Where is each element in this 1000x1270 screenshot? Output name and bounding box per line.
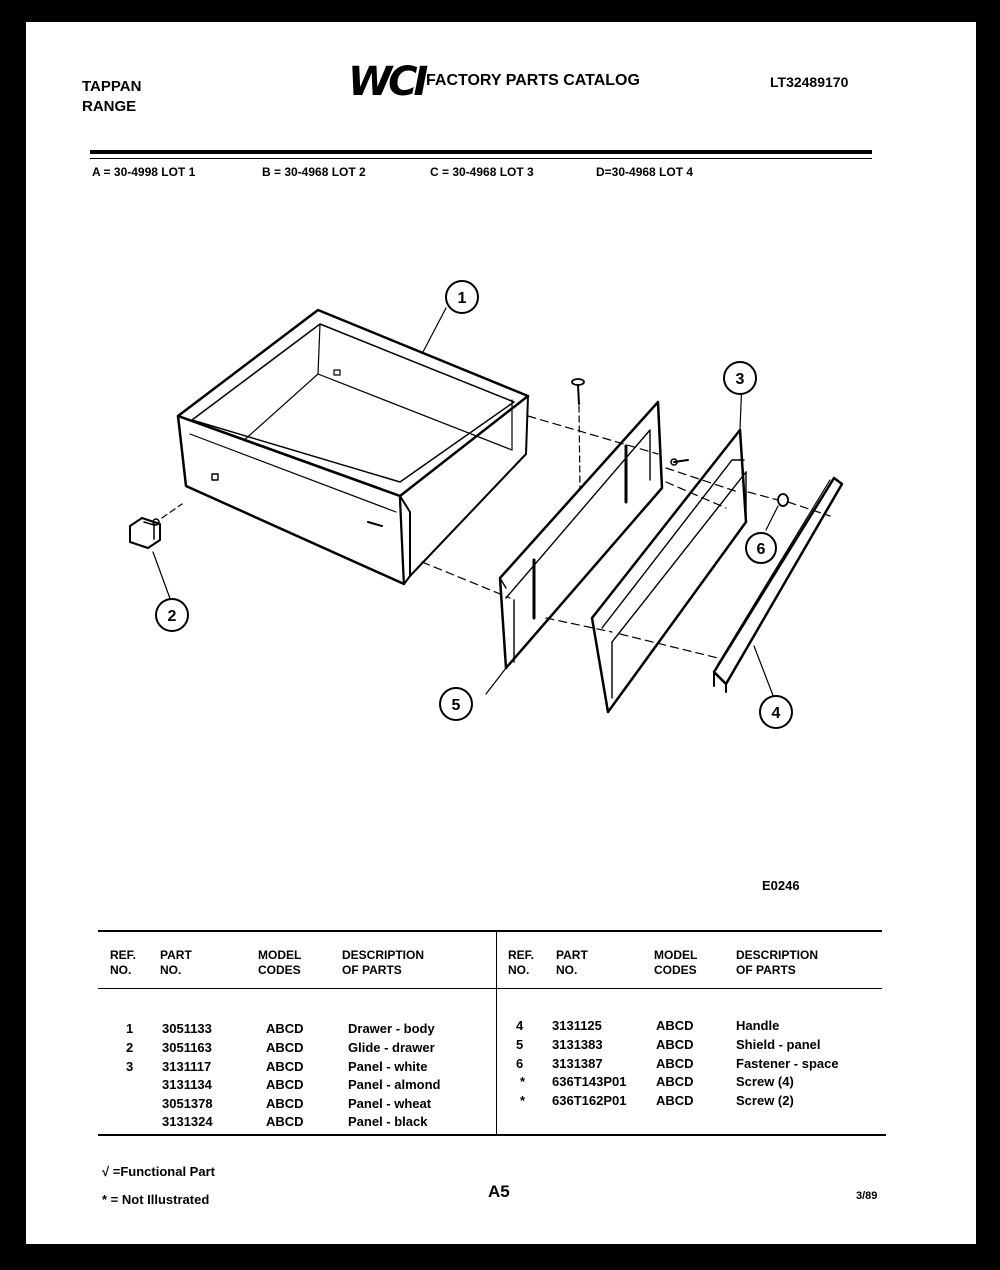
callout-6 — [746, 533, 776, 563]
svg-text:3: 3 — [735, 371, 745, 388]
svg-text:4: 4 — [771, 705, 781, 722]
svg-text:6: 6 — [756, 541, 766, 558]
lot-d: D=30-4968 LOT 4 — [596, 165, 694, 179]
lot-c: C = 30-4968 LOT 3 — [430, 165, 534, 179]
catalog-number: LT32489170 — [770, 74, 849, 90]
exploded-parts-diagram — [26, 22, 976, 902]
lot-b: B = 30-4968 LOT 2 — [262, 165, 366, 179]
svg-text:1: 1 — [457, 290, 467, 307]
panel-screw — [671, 459, 688, 465]
svg-text:2: 2 — [167, 608, 177, 625]
col-header-ref-right: REF. NO. — [508, 948, 535, 977]
drawer-glide — [130, 504, 182, 604]
callout-3 — [724, 362, 756, 394]
col-header-part-right: PART NO. — [556, 948, 588, 977]
col-header-desc-left: DESCRIPTION OF PARTS — [342, 948, 425, 977]
callout-2 — [156, 599, 188, 631]
svg-text:5: 5 — [451, 697, 461, 714]
catalog-title: FACTORY PARTS CATALOG — [426, 72, 640, 89]
screw — [572, 379, 584, 492]
callout-4 — [760, 696, 792, 728]
col-header-part-left: PART NO. — [160, 948, 192, 977]
drawing-code: E0246 — [762, 878, 800, 893]
catalog-page: TAPPAN RANGE WCI FACTORY PARTS CATALOG LT32489170 A = 30-4998 LOT 1 B = 30-4968 LOT 2 C = 30-4968 LOT 3 D=30-4968 LOT 4 1 2 3 4 5 6 E0246 REF. NO. PART NO. MODEL CODES DESCRIPTION OF PARTS REF. NO. PART NO. MODEL CODES DESCRIPTION OF PARTS 1 3051133 ABCD Drawer - body 2 3051163 ABCD Glide - drawer 3 3131117 ABCD Panel - white 3131134 ABCD Panel - almond 3051378 ABCD Panel - wheat 3131324 ABCD Panel - black 4 3131125 ABCD Handle 5 3131383 ABCD Shield - panel 6 3131387 ABCD Fastener - space * 636T143P01 ABCD Screw (4) * 636T162P01 ABCD Screw (2) √ =Functional Part * = Not Illustrated A5 3/89 — [26, 22, 976, 1244]
date-code: 3/89 — [856, 1190, 878, 1202]
col-header-desc-right: DESCRIPTION OF PARTS — [736, 948, 819, 977]
table-rule-header — [98, 988, 882, 989]
table-divider — [496, 930, 497, 1134]
col-header-model-right: MODEL CODES — [654, 948, 698, 977]
legend-functional: √ =Functional Part — [102, 1164, 215, 1179]
drawer-body — [178, 310, 528, 584]
callout-1 — [423, 281, 478, 352]
logo-text: WCI — [348, 59, 425, 105]
callout-5 — [440, 688, 472, 720]
lot-a: A = 30-4998 LOT 1 — [92, 165, 196, 179]
brand-line1: TAPPAN — [82, 78, 142, 95]
col-header-model-left: MODEL CODES — [258, 948, 302, 977]
table-rule-top — [98, 930, 882, 932]
brand-line2: RANGE — [82, 98, 137, 115]
legend-not-illustrated: * = Not Illustrated — [102, 1192, 210, 1207]
page-code: A5 — [488, 1182, 510, 1201]
col-header-ref-left: REF. NO. — [110, 948, 137, 977]
table-rule-bottom — [98, 1134, 886, 1136]
